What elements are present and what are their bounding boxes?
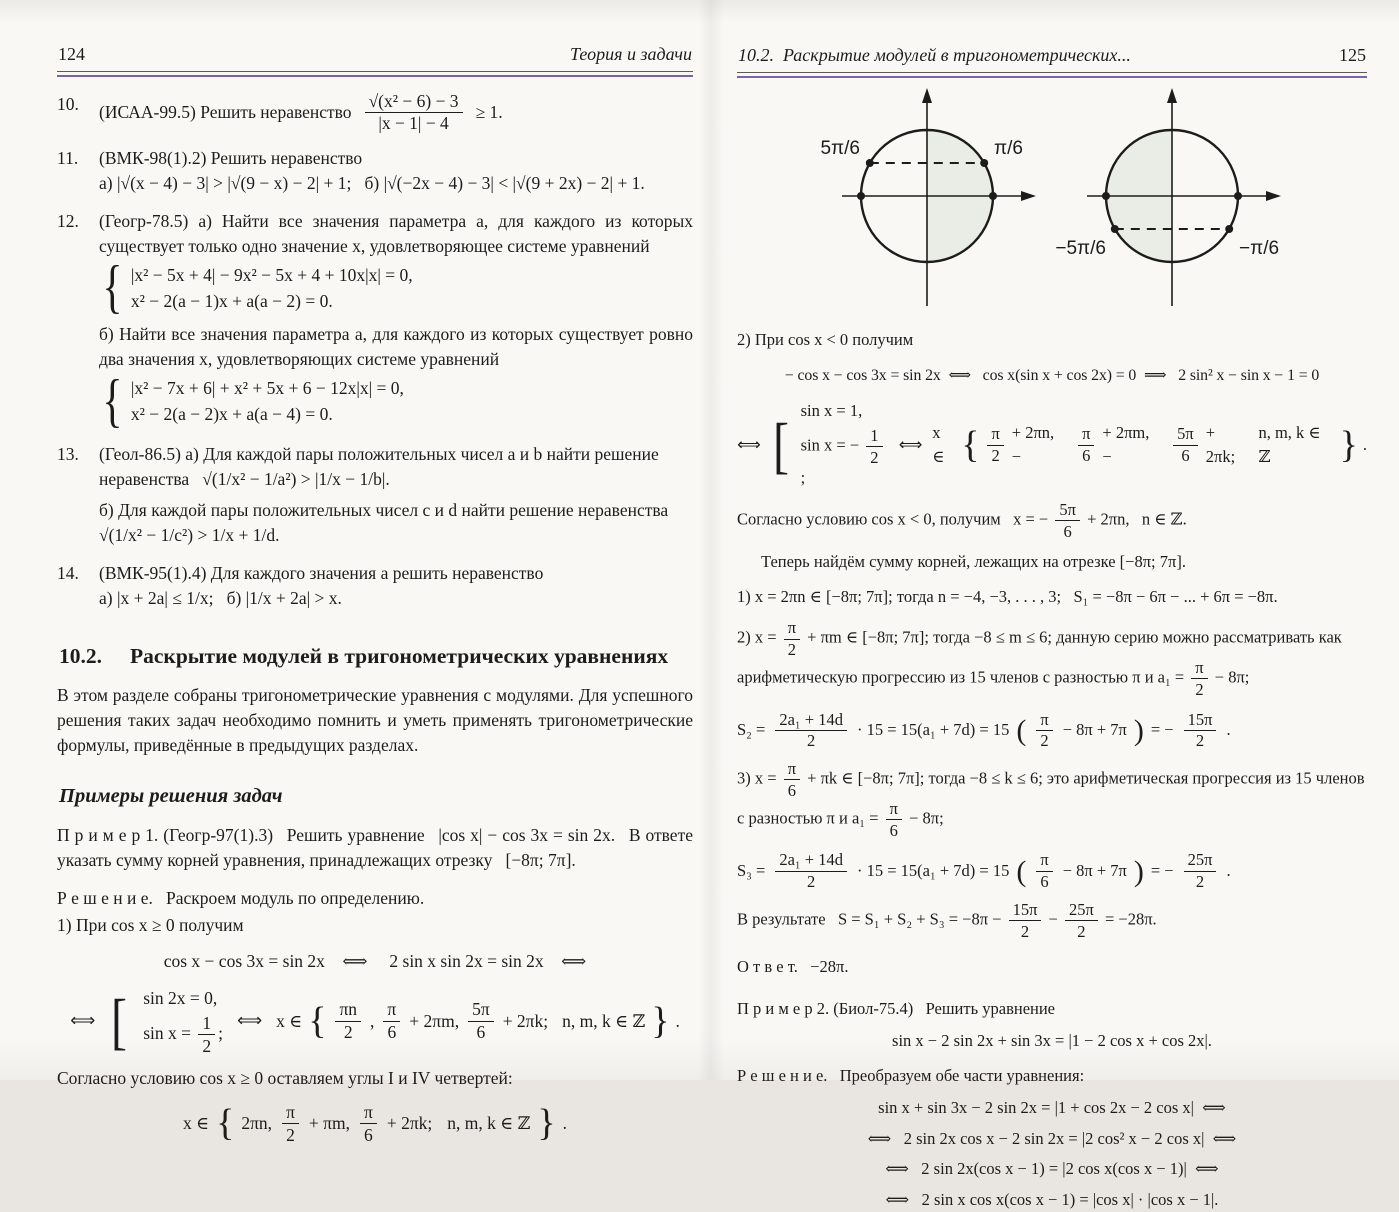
iff-arrow: ⟺ (237, 1010, 263, 1031)
solution-set (932, 421, 1367, 470)
page-number: 125 (1339, 45, 1366, 65)
equation-part: S₂ = (737, 720, 766, 740)
header-rule (57, 71, 693, 79)
equation-part: = − (1150, 861, 1174, 881)
x-axis-arrow (1021, 191, 1036, 201)
series-2 (737, 619, 1367, 698)
equation-part: + 2πk; (1205, 422, 1236, 467)
examples-heading: Примеры решения задач (59, 784, 283, 807)
problem-number: 10. (57, 93, 79, 114)
section-title: Раскрытие модулей в тригонометрических уравнениях (130, 643, 669, 668)
equation-part: 3) x = (737, 768, 777, 788)
intro-paragraph: В этом разделе собраны тригонометрические уравнения с модулями. Для успешного решения таких задач необходимо помнить и уметь применять тригонометрические формулы, приведённые в предыдущих разделах. (57, 685, 693, 756)
set-brace-close: } (537, 1102, 556, 1145)
equation-part: . (562, 1113, 567, 1134)
system-lines (131, 263, 413, 314)
fraction: $\frac{\pi}{2}$ (282, 1103, 299, 1145)
problem-text (99, 92, 693, 134)
cases-equation (57, 986, 693, 1056)
equation-part: − 8π + 7π (1062, 720, 1127, 740)
equation-part: = − (1150, 720, 1174, 740)
fraction: $\frac{5\pi}{6}$ (468, 1000, 494, 1042)
problem-statement: (ВМК-98(1).2) Решить неравенство (99, 148, 363, 169)
equation: x² − 2(a − 1)x + a(a − 2) = 0. (130, 290, 333, 311)
set-brace-close: } (651, 999, 670, 1042)
equation: а) |√(x − 4) − 3| > |√(9 − x) − 2| + 1; б) |√(−2x − 4) − 3| < |√(9 + 2x) − 2| + 1. (99, 173, 645, 194)
equation-part: 2) x = (737, 627, 777, 647)
section-number: 10.2. (59, 643, 102, 668)
series-1: 1) x = 2πn ∈ [−8π; 7π]; тогда n = −4, −3, . . . , 3; S₁ = −8π − 6π − ... + 6π = −8π. (737, 586, 1278, 606)
problem-text (99, 146, 693, 196)
unit-circle-diagrams (742, 84, 1362, 312)
equation: sin x + sin 3x − 2 sin 2x = |1 + cos 2x − 2 cos x| ⟺ (878, 1098, 1226, 1118)
problem-11 (57, 146, 693, 196)
example-2: П р и м е р 2. (Биол-75.4) Решить уравнение (737, 999, 1055, 1019)
left-page-header (57, 42, 693, 71)
fraction: $\frac{5\pi}{6}$ (1173, 425, 1198, 465)
equation: неравенства √(1/x² − 1/a²) > |1/x − 1/b|. (99, 468, 390, 489)
fraction: $\frac{\pi}{6}$ (1078, 425, 1094, 465)
system-brace: { (102, 254, 123, 320)
problem-statement: (ВМК-95(1).4) Для каждого значения a решить неравенство (99, 563, 544, 584)
sum-s3-equation (737, 851, 1367, 891)
case-2-intro: 2) При cos x < 0 получим (737, 329, 914, 349)
problem-statement-a: (Геол-86.5) а) Для каждой пары положительных чисел a и b найти решение (99, 443, 659, 464)
example-1: П р и м е р 1. (Геогр-97(1).3) Решить уравнение |cos x| − cos 3x = sin 2x. В ответе указать сумму корней уравнения, принадлежащих отрезку [−8π; 7π]. (57, 824, 693, 870)
right-page (737, 42, 1367, 1212)
case-lines (801, 399, 889, 490)
fraction: $\frac{\pi}{2}$ (784, 619, 800, 659)
equation-part: x ∈ (276, 1010, 303, 1031)
iff-arrow: ⟺ (737, 434, 761, 454)
fraction: $\frac{\pi}{6}$ (360, 1103, 377, 1145)
problem-statement-b: б) Найти все значения параметра a, для каждого из которых существует ровно два значения x, удовлетворяющих системе уравнений (99, 324, 693, 370)
equation-part: − (1048, 909, 1058, 929)
inequality-tail: ≥ 1. (475, 102, 503, 123)
fraction: $\frac{\pi}{6}$ (383, 1000, 400, 1042)
fraction: $\frac{\pi}{2}$ (1191, 659, 1207, 699)
equation-part: + 2πk; (502, 1010, 549, 1031)
angle-label-minus-5pi-6: −5π/6 (1055, 237, 1106, 259)
equation: ⟺ 2 sin 2x(cos x − 1) = |2 cos x(cos x − 1)| ⟺ (885, 1159, 1219, 1179)
fraction: $\frac{25\pi}{2}$ (1065, 901, 1098, 941)
equation (143, 1014, 223, 1056)
equation (801, 427, 889, 491)
equation: |x² − 5x + 4| − 9x² − 5x + 4 + 10x|x| = 0, (130, 264, 413, 285)
point-pi-6 (980, 159, 988, 167)
set-brace-open: { (216, 1102, 235, 1145)
running-section (738, 42, 1131, 69)
equation-part: ; (800, 468, 806, 488)
equation-part: + 2πn, − (1011, 422, 1063, 467)
system-brace: { (102, 368, 123, 434)
equation-part: − 8π; (1214, 667, 1250, 687)
case-lines (143, 986, 223, 1056)
equation: sin 2x = 0, (143, 988, 218, 1009)
equation-part: x ∈ (932, 422, 945, 467)
problem-number: 13. (57, 443, 79, 464)
problem-text (99, 561, 693, 611)
note-sum-of-roots: Теперь найдём сумму корней, лежащих на отрезке [−8π; 7π]. (761, 552, 1186, 572)
fraction: $\frac{25\pi}{2}$ (1184, 851, 1217, 891)
fraction: $\frac{\text{2a₁ + 14d}}{2}$ (775, 711, 847, 751)
fraction: $\frac{\pi}{2}$ (1036, 711, 1052, 751)
equation: cos x − cos 3x = sin 2x ⟺ 2 sin x sin 2x = sin 2x ⟺ (163, 951, 587, 972)
solution-1: Р е ш е н и е. Раскроем модуль по определению. (57, 887, 425, 908)
equation-system (99, 368, 693, 434)
equation: ⟺ 2 sin 2x cos x − 2 sin 2x = |2 cos² x − 2 cos x| ⟺ (867, 1128, 1237, 1148)
fraction: $\frac{\text{√(x² − 6) − 3}}{|x - 1| - 4}$ (365, 92, 463, 134)
point-minus-pi-6 (1225, 225, 1233, 233)
equation-part: + 2πn, n ∈ ℤ. (1087, 509, 1187, 529)
cases-bracket: [ (111, 986, 128, 1056)
page-gutter-shadow (698, 0, 724, 1080)
equation-part: + πk ∈ [−8π; 7π]; тогда −8 ≤ k ≤ 6; это арифметическая прогрессия из 15 членов с разностью π и a₁ = (737, 768, 1365, 828)
unit-circle-right (1055, 88, 1281, 306)
equation: √(1/x² − 1/c²) > 1/x + 1/d. (99, 525, 280, 546)
y-axis-arrow (1167, 88, 1177, 103)
fraction: $\frac{\pi}{6}$ (886, 800, 902, 840)
problem-10 (57, 92, 693, 134)
problem-statement-a: (Геогр-78.5) а) Найти все значения параметра a, для каждого из которых существует только одно значение x, удовлетворяющее системе уравнений (99, 211, 693, 256)
fraction: $\frac{\pi n}{2}$ (335, 1000, 361, 1042)
answer-line: О т в е т. −28π. (737, 956, 849, 976)
equation-part: . (675, 1010, 680, 1031)
equation-part: . (1362, 434, 1367, 454)
problem-12 (57, 209, 693, 434)
set-brace-open: { (961, 424, 980, 467)
equation-part: n, m, k ∈ ℤ (1258, 422, 1321, 467)
running-section-number: 10.2. (738, 45, 774, 65)
equation-part: + 2πk; (386, 1113, 433, 1134)
right-page-header (737, 42, 1367, 72)
fraction: $\frac{5\pi}{6}$ (1055, 501, 1080, 541)
equation-part: + 2πm, (409, 1010, 460, 1031)
equation-part: + 2πm, − (1102, 422, 1158, 467)
paren-open: ( (1016, 713, 1027, 747)
equation-part: − 8π; (909, 808, 944, 828)
note-cos-negative (737, 501, 1367, 541)
equation: sin x − 2 sin 2x + sin 3x = |1 − 2 cos x + cos 2x|. (892, 1031, 1212, 1051)
result-line (737, 901, 1367, 941)
equation: sin x = 1, (800, 401, 863, 421)
equation-part: + πm ∈ [−8π; 7π]; тогда −8 ≤ m ≤ 6; данную серию можно рассматривать как арифметическую прогрессию из 15 членов с разностью π и a₁ = (737, 627, 1342, 687)
equation-part: В результате S = S₁ + S₂ + S₃ = −8π − (737, 909, 1002, 929)
iff-arrow: ⟺ (898, 434, 923, 454)
problem-statement: (ИСАА-99.5) Решить неравенство (99, 102, 352, 123)
solution-set (276, 1000, 680, 1042)
page-number: 124 (58, 44, 85, 64)
point-minus-5pi-6 (1111, 225, 1119, 233)
equation: ⟺ 2 sin x cos x(cos x − 1) = |cos x| · |cos x − 1|. (885, 1189, 1219, 1209)
series-3 (737, 760, 1367, 839)
angle-label-pi-6: π/6 (994, 137, 1023, 159)
equation-part: S₃ = (737, 861, 766, 881)
equation: |x² − 7x + 6| + x² + 5x + 6 − 12x|x| = 0, (130, 378, 404, 399)
equation-part: · 15 = 15(a₁ + 7d) = 15 (857, 720, 1010, 740)
fraction: $\frac{\text{2a₁ + 14d}}{2}$ (775, 851, 847, 891)
problem-statement-b: б) Для каждой пары положительных чисел c и d найти решение неравенства (99, 500, 669, 521)
paren-close: ) (1133, 713, 1144, 747)
equation: x² − 2(a − 2)x + a(a − 4) = 0. (130, 403, 333, 424)
equation-part: − 8π + 7π (1062, 861, 1127, 881)
running-title: Теория и задачи (570, 44, 692, 64)
problem-number: 11. (57, 148, 79, 169)
set-brace-close: } (1339, 424, 1358, 467)
equation-part: n, m, k ∈ ℤ (562, 1010, 646, 1031)
equation-part: n, m, k ∈ ℤ (447, 1113, 531, 1134)
angle-label-5pi-6: 5π/6 (820, 137, 860, 159)
equation-part: ; (218, 1022, 224, 1043)
equation-part: 2πn, (241, 1113, 273, 1134)
point-pi (1102, 192, 1110, 200)
equation: − cos x − cos 3x = sin 2x ⟺ cos x(sin x + cos 2x) = 0 ⟹ 2 sin² x − sin x − 1 = 0 (784, 367, 1320, 385)
paren-close: ) (1133, 854, 1144, 888)
y-axis-arrow (922, 88, 932, 103)
equation-part: , (370, 1010, 375, 1031)
fraction: $\frac{\pi}{2}$ (987, 425, 1003, 465)
system-lines (131, 376, 404, 427)
point-zero (1234, 192, 1242, 200)
fraction: $\frac{\pi}{6}$ (1036, 851, 1052, 891)
point-5pi-6 (866, 159, 874, 167)
paren-open: ( (1016, 854, 1027, 888)
problem-text (99, 209, 693, 434)
problem-number: 12. (57, 211, 79, 232)
equation-part: sin x = − (800, 435, 860, 455)
point-zero (989, 192, 997, 200)
set-brace-open: { (308, 999, 327, 1042)
problem-number: 14. (57, 563, 79, 584)
equation-part: Согласно условию cos x < 0, получим x = − (737, 509, 1049, 529)
unit-circle-left (820, 88, 1036, 306)
fraction: $\frac{1}{2}$ (866, 427, 882, 467)
x-axis-arrow (1266, 191, 1281, 201)
fraction: $\frac{15\pi}{2}$ (1009, 901, 1042, 941)
equation-part: sin x = (143, 1022, 192, 1043)
angle-label-minus-pi-6: −π/6 (1239, 237, 1280, 259)
header-rule (737, 72, 1367, 80)
note-quadrants: Согласно условию cos x ≥ 0 оставляем углы I и IV четвертей: (57, 1067, 513, 1088)
equation-system (99, 254, 693, 320)
equation-part: = −28π. (1104, 909, 1157, 929)
section-heading (59, 641, 693, 672)
solution-2: Р е ш е н и е. Преобразуем обе части уравнения: (737, 1065, 1085, 1085)
fraction: $\frac{\pi}{6}$ (784, 760, 800, 800)
left-page (57, 42, 693, 1154)
equation-part: . (1226, 861, 1231, 881)
running-title: Раскрытие модулей в тригонометрических... (783, 45, 1131, 65)
equation-part: x ∈ (183, 1113, 210, 1134)
point-pi (857, 192, 865, 200)
equation-part: . (1226, 720, 1231, 740)
equation-part: · 15 = 15(a₁ + 7d) = 15 (857, 861, 1010, 881)
equation: а) |x + 2a| ≤ 1/x; б) |1/x + 2a| > x. (99, 587, 342, 608)
cases-equation (737, 399, 1367, 490)
problem-text (99, 442, 693, 548)
sum-s2-equation (737, 711, 1367, 751)
fraction: $\frac{15\pi}{2}$ (1184, 711, 1217, 751)
problem-14 (57, 561, 693, 611)
iff-arrow: ⟺ (70, 1010, 96, 1031)
problem-13 (57, 442, 693, 548)
fraction: $\frac{1}{2}$ (198, 1014, 215, 1056)
solution-set-final (57, 1103, 693, 1145)
equation-part: + πm, (308, 1113, 350, 1134)
case-1-intro: 1) При cos x ≥ 0 получим (57, 914, 244, 935)
cases-bracket: [ (772, 410, 789, 480)
